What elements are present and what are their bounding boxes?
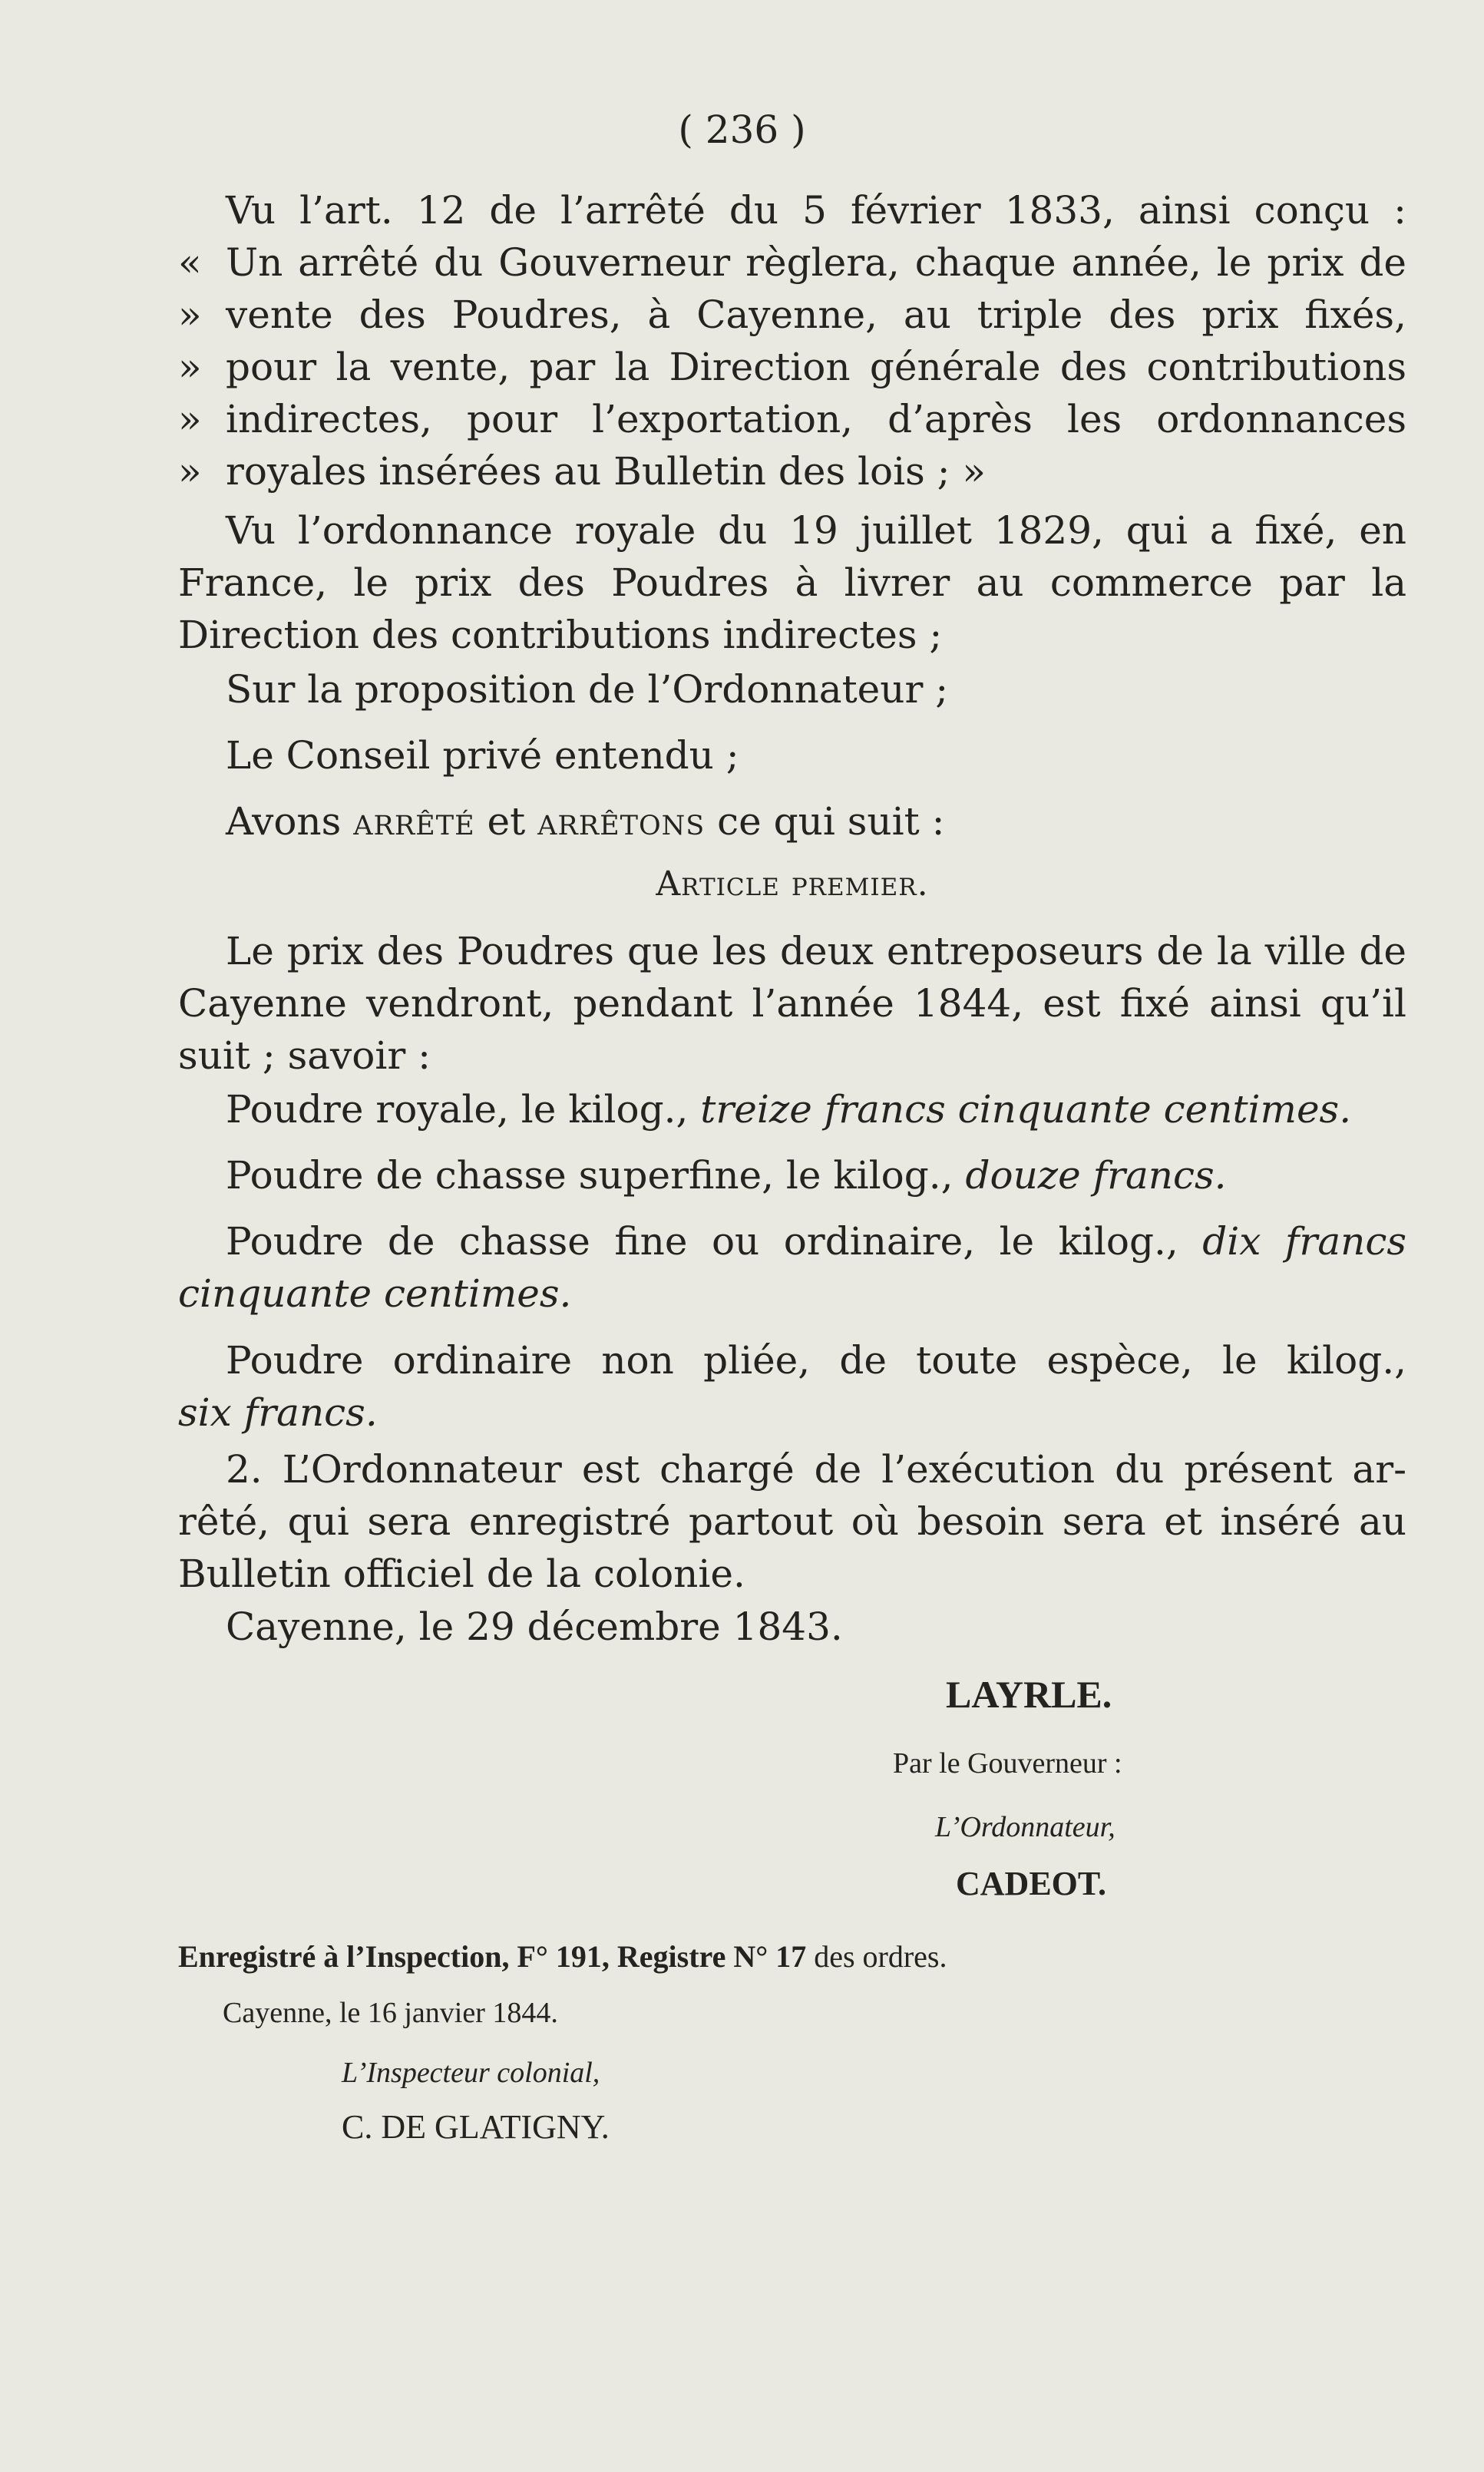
paragraph-vu-ordonnance [178, 504, 1406, 661]
registration-line: Enregistré à l’Inspection, F° 191, Registre N° 17 des ordres. [178, 1939, 947, 1974]
text-line: France, le prix des Poudres à livrer au commerce par la [178, 560, 1406, 605]
page-number: ( 236 ) [678, 107, 806, 152]
paragraph-prix [178, 925, 1406, 1082]
inspecteur-title: L’Inspecteur colonial, [342, 2057, 600, 2089]
text-line: 2. L’Ordonnateur est chargé de l’exécution du présent ar- [226, 1447, 1406, 1492]
signature-glatigny: C. DE GLATIGNY. [342, 2108, 610, 2146]
article-heading: Article premier. [656, 864, 929, 904]
quote-line: » vente des Poudres, à Cayenne, au triple des prix fixés, [178, 292, 1406, 337]
text-line: Vu l’art. 12 de l’arrêté du 5 février 1833, ainsi conçu : [226, 188, 1406, 233]
quote-line: » indirectes, pour l’exportation, d’après les ordonnances [178, 397, 1406, 441]
text-line: rêté, qui sera enregistré partout où besoin sera et inséré au [178, 1499, 1406, 1544]
text-line: Vu l’ordonnance royale du 19 juillet 1829, qui a fixé, en [226, 508, 1406, 553]
item-poudre-royale: Poudre royale, le kilog., treize francs cinquante centimes. [226, 1087, 1352, 1132]
paragraph-article-2 [178, 1443, 1406, 1600]
quote-line: » pour la vente, par la Direction générale des contributions [178, 345, 1406, 389]
date-line: Cayenne, le 29 décembre 1843. [226, 1604, 843, 1649]
text-line: Bulletin officiel de la colonie. [178, 1552, 745, 1596]
ordonnateur-title: L’Ordonnateur, [935, 1811, 1115, 1843]
item-poudre-chasse-superfine: Poudre de chasse superfine, le kilog., douze francs. [226, 1153, 1227, 1198]
text-line: suit ; savoir : [178, 1033, 431, 1078]
text-line: Le prix des Poudres que les deux entreposeurs de la ville de [226, 929, 1406, 973]
paragraph-proposition: Sur la proposition de l’Ordonnateur ; [226, 667, 949, 712]
signature-layrle: LAYRLE. [946, 1673, 1112, 1716]
text-line: Cayenne vendront, pendant l’année 1844, est fixé ainsi qu’il [178, 981, 1406, 1026]
paragraph-vu-art [178, 184, 1406, 497]
par-le-gouverneur: Par le Gouverneur : [893, 1747, 1122, 1780]
registration-date: Cayenne, le 16 janvier 1844. [223, 1997, 558, 2029]
signature-cadeot: CADEOT. [956, 1865, 1106, 1902]
paragraph-conseil: Le Conseil privé entendu ; [226, 733, 739, 778]
paragraph-avons: Avons arrêté et arrêtons ce qui suit : [226, 799, 945, 844]
item-poudre-chasse-fine: Poudre de chasse fine ou ordinaire, le kilog., dix francs cinquante centimes. [178, 1219, 1406, 1316]
item-poudre-ordinaire: Poudre ordinaire non pliée, de toute espèce, le kilog., six francs. [178, 1338, 1406, 1435]
quote-line: » royales insérées au Bulletin des lois ; » [178, 449, 986, 494]
quote-line: « Un arrêté du Gouverneur règlera, chaque année, le prix de [178, 240, 1406, 285]
text-line: Direction des contributions indirectes ; [178, 613, 943, 657]
